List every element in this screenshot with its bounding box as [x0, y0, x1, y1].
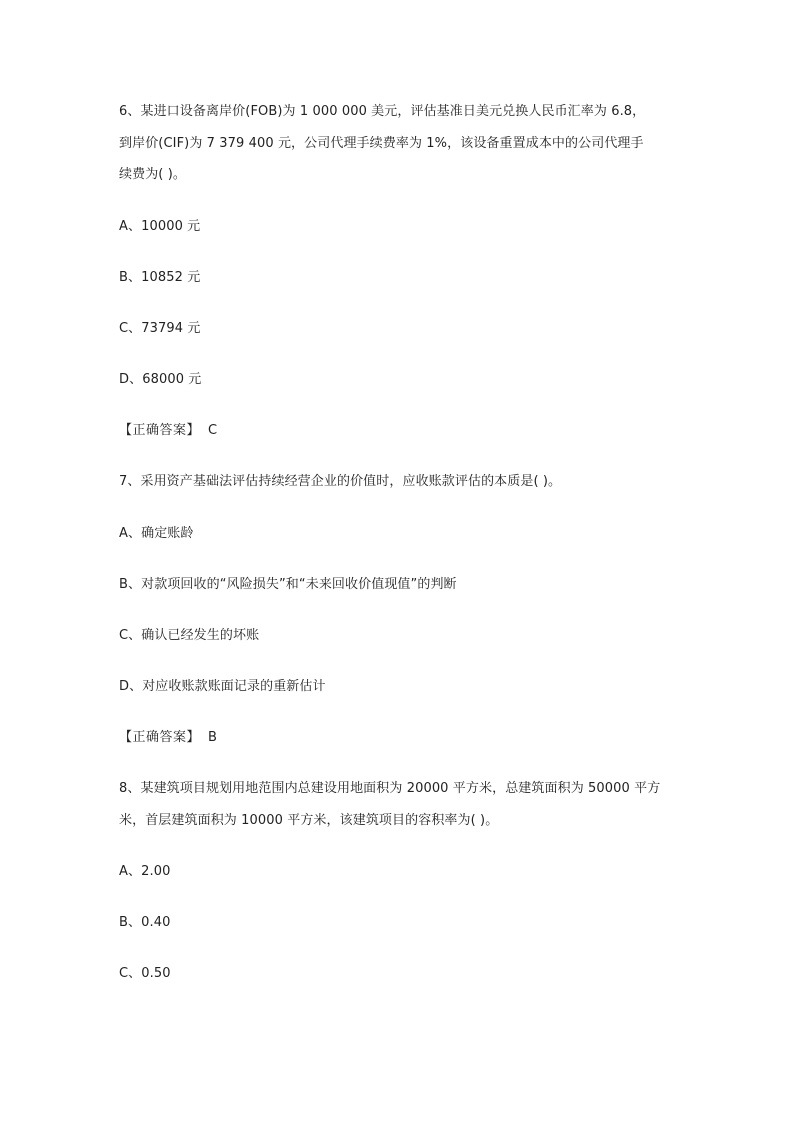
question-7-answer — [119, 728, 689, 748]
question-8-option-c: C、0.50 — [119, 966, 171, 981]
question-6-answer — [119, 421, 689, 441]
answer-value: B — [208, 730, 218, 745]
question-6-option-d: D、68000 元 — [119, 372, 202, 387]
question-8-stem-line-2: 米，首层建筑面积为 10000 平方米，该建筑项目的容积率为( )。 — [119, 813, 499, 828]
answer-label: 【正确答案】 — [119, 423, 201, 438]
question-6-option-a: A、10000 元 — [119, 219, 201, 234]
answer-value: C — [208, 423, 218, 438]
question-7-option-a: A、确定账龄 — [119, 526, 194, 541]
answer-label: 【正确答案】 — [119, 730, 201, 745]
question-6-stem-line-3: 续费为( )。 — [119, 167, 186, 182]
question-8-option-a: A、2.00 — [119, 864, 171, 879]
question-7-option-c: C、确认已经发生的坏账 — [119, 628, 260, 643]
question-6-option-c: C、73794 元 — [119, 321, 201, 336]
question-6-stem-line-1: 6、某进口设备离岸价(FOB)为 1 000 000 美元，评估基准日美元兑换人民币汇率为 6.8， — [119, 104, 646, 119]
question-7-stem-line-1: 7、采用资产基础法评估持续经营企业的价值时，应收账款评估的本质是( )。 — [119, 474, 562, 489]
question-7-option-b: B、对款项回收的“风险损失”和“未来回收价值现值”的判断 — [119, 577, 457, 592]
question-6-option-b: B、10852 元 — [119, 270, 201, 285]
question-8-stem-line-1: 8、某建筑项目规划用地范围内总建设用地面积为 20000 平方米，总建筑面积为 50000 平方 — [119, 781, 661, 796]
question-7-option-d: D、对应收账款账面记录的重新估计 — [119, 679, 326, 694]
question-8-option-b: B、0.40 — [119, 915, 171, 930]
question-6-stem-line-2: 到岸价(CIF)为 7 379 400 元，公司代理手续费率为 1%，该设备重置成本中的公司代理手 — [119, 136, 644, 151]
